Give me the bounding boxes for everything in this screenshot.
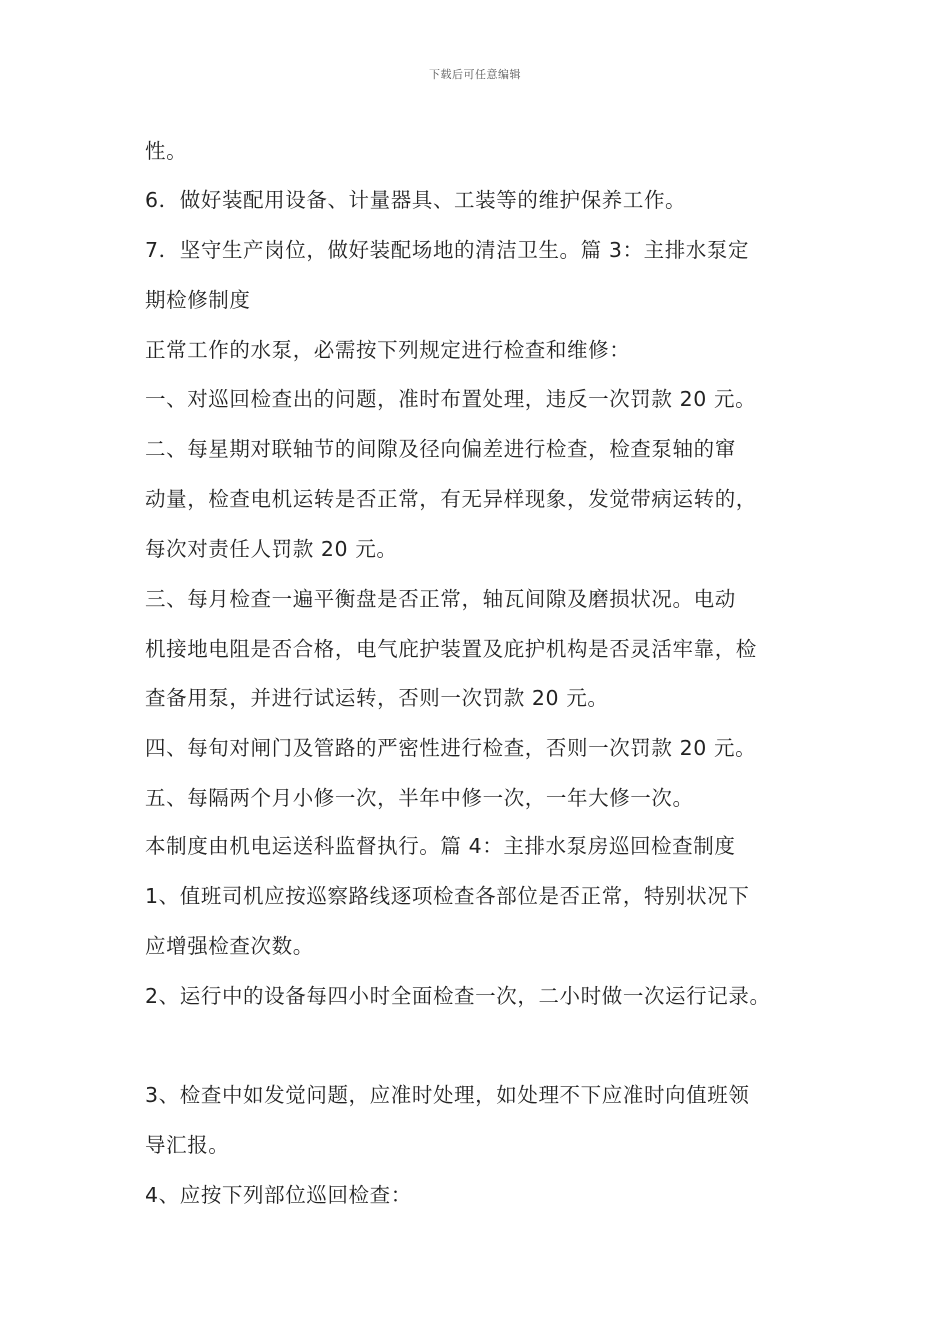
text-line: 三、每月检查一遍平衡盘是否正常，轴瓦间隙及磨损状况。电动 — [145, 587, 736, 611]
text-line: 本制度由机电运送科监督执行。篇 4：主排水泵房巡回检查制度 — [145, 834, 736, 858]
text-line: 导汇报。 — [145, 1133, 230, 1157]
text-line: 五、每隔两个月小修一次，半年中修一次，一年大修一次。 — [145, 786, 694, 810]
text-line: 性。 — [145, 139, 188, 163]
text-line: 一、对巡回检查出的问题，准时布置处理，违反一次罚款 20 元。 — [145, 387, 757, 411]
text-line: 机接地电阻是否合格，电气庇护装置及庇护机构是否灵活牢靠，检 — [145, 637, 757, 661]
text-line: 1、值班司机应按巡察路线逐项检查各部位是否正常，特别状况下 — [145, 884, 750, 908]
text-line: 二、每星期对联轴节的间隙及径向偏差进行检查，检查泵轴的窜 — [145, 437, 736, 461]
text-line: 正常工作的水泵，必需按下列规定进行检查和维修： — [145, 338, 631, 362]
text-line: 每次对责任人罚款 20 元。 — [145, 537, 398, 561]
text-line: 2、运行中的设备每四小时全面检查一次，二小时做一次运行记录。 — [145, 984, 771, 1008]
text-line: 查备用泵，并进行试运转，否则一次罚款 20 元。 — [145, 686, 609, 710]
text-line: 4、应按下列部位巡回检查： — [145, 1183, 412, 1207]
text-line: 应增强检查次数。 — [145, 934, 314, 958]
text-line: 动量，检查电机运转是否正常，有无异样现象，发觉带病运转的， — [145, 487, 757, 511]
text-line: 3、检查中如发觉问题，应准时处理，如处理不下应准时向值班领 — [145, 1083, 750, 1107]
text-line: 四、每旬对闸门及管路的严密性进行检查，否则一次罚款 20 元。 — [145, 736, 757, 760]
text-line: 期检修制度 — [145, 288, 251, 312]
page-header: 下载后可任意编辑 — [429, 68, 521, 81]
text-line: 6．做好装配用设备、计量器具、工装等的维护保养工作。 — [145, 188, 687, 212]
text-line: 7．坚守生产岗位，做好装配场地的清洁卫生。篇 3：主排水泵定 — [145, 238, 750, 262]
